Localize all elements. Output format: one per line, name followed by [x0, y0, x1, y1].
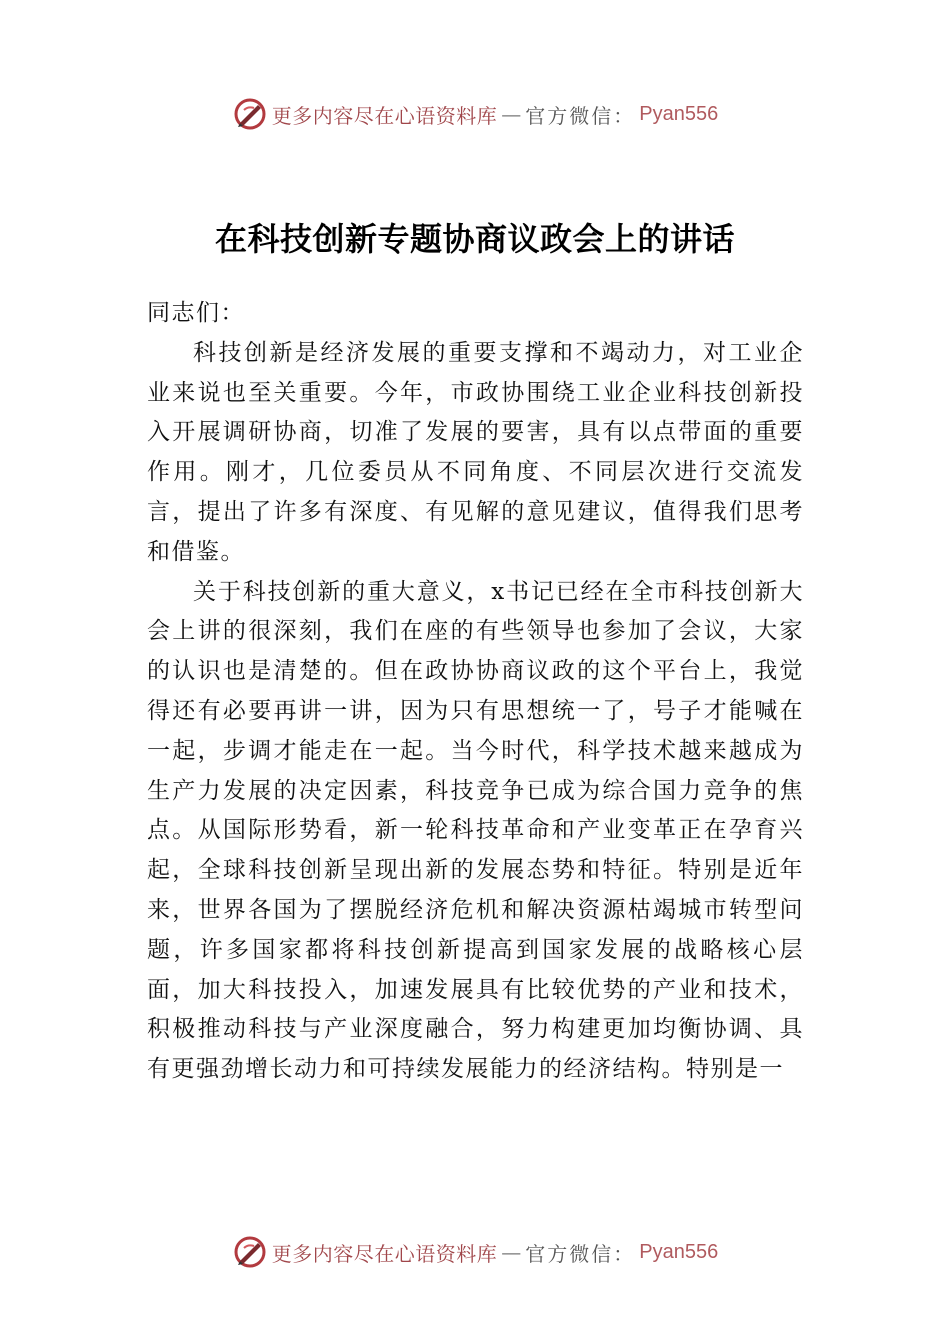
banner-separator: — — [501, 102, 522, 126]
document-title: 在科技创新专题协商议政会上的讲话 — [214, 220, 735, 258]
banner-wechat-label: 官方微信： — [525, 1241, 636, 1266]
salutation: 同志们： — [147, 300, 245, 326]
banner-wechat-label: 官方微信： — [525, 103, 636, 128]
document-body — [147, 294, 804, 1090]
pen-logo-icon — [232, 96, 268, 132]
banner-main-text: 更多内容尽在心语资料库 — [271, 1241, 498, 1266]
banner-main-text: 更多内容尽在心语资料库 — [271, 103, 498, 128]
footer-banner-content — [232, 1234, 718, 1270]
header-banner — [0, 94, 950, 134]
pen-logo-icon — [232, 1234, 268, 1270]
header-banner-content — [232, 96, 718, 132]
footer-banner — [0, 1232, 950, 1272]
paragraph-1: 科技创新是经济发展的重要支撑和不竭动力，对工业企业来说也至关重要。今年，市政协围绕工业企业科技创新投入开展调研协商，切准了发展的要害，具有以点带面的重要作用。刚才，几位委员从不同角度、不同层次进行交流发言，提出了许多有深度、有见解的意见建议，值得我们思考和借鉴。 — [147, 339, 804, 565]
banner-separator: — — [501, 1240, 522, 1264]
banner-wechat-id: Pyan556 — [639, 102, 719, 125]
banner-wechat-id: Pyan556 — [639, 1240, 719, 1263]
paragraph-2: 关于科技创新的重大意义，x书记已经在全市科技创新大会上讲的很深刻，我们在座的有些领导也参加了会议，大家的认识也是清楚的。但在政协协商议政的这个平台上，我觉得还有必要再讲一讲，因为只有思想统一了，号子才能喊在一起，步调才能走在一起。当今时代，科学技术越来越成为生产力发展的决定因素，科技竞争已成为综合国力竞争的焦点。从国际形势看，新一轮科技革命和产业变革正在孕育兴起，全球科技创新呈现出新的发展态势和特征。特别是近年来，世界各国为了摆脱经济危机和解决资源枯竭城市转型问题，许多国家都将科技创新提高到国家发展的战略核心层面，加大科技投入，加速发展具有比较优势的产业和技术，积极推动科技与产业深度融合，努力构建更加均衡协调、具有更强劲增长动力和可持续发展能力的经济结构。特别是一 — [147, 578, 804, 1083]
